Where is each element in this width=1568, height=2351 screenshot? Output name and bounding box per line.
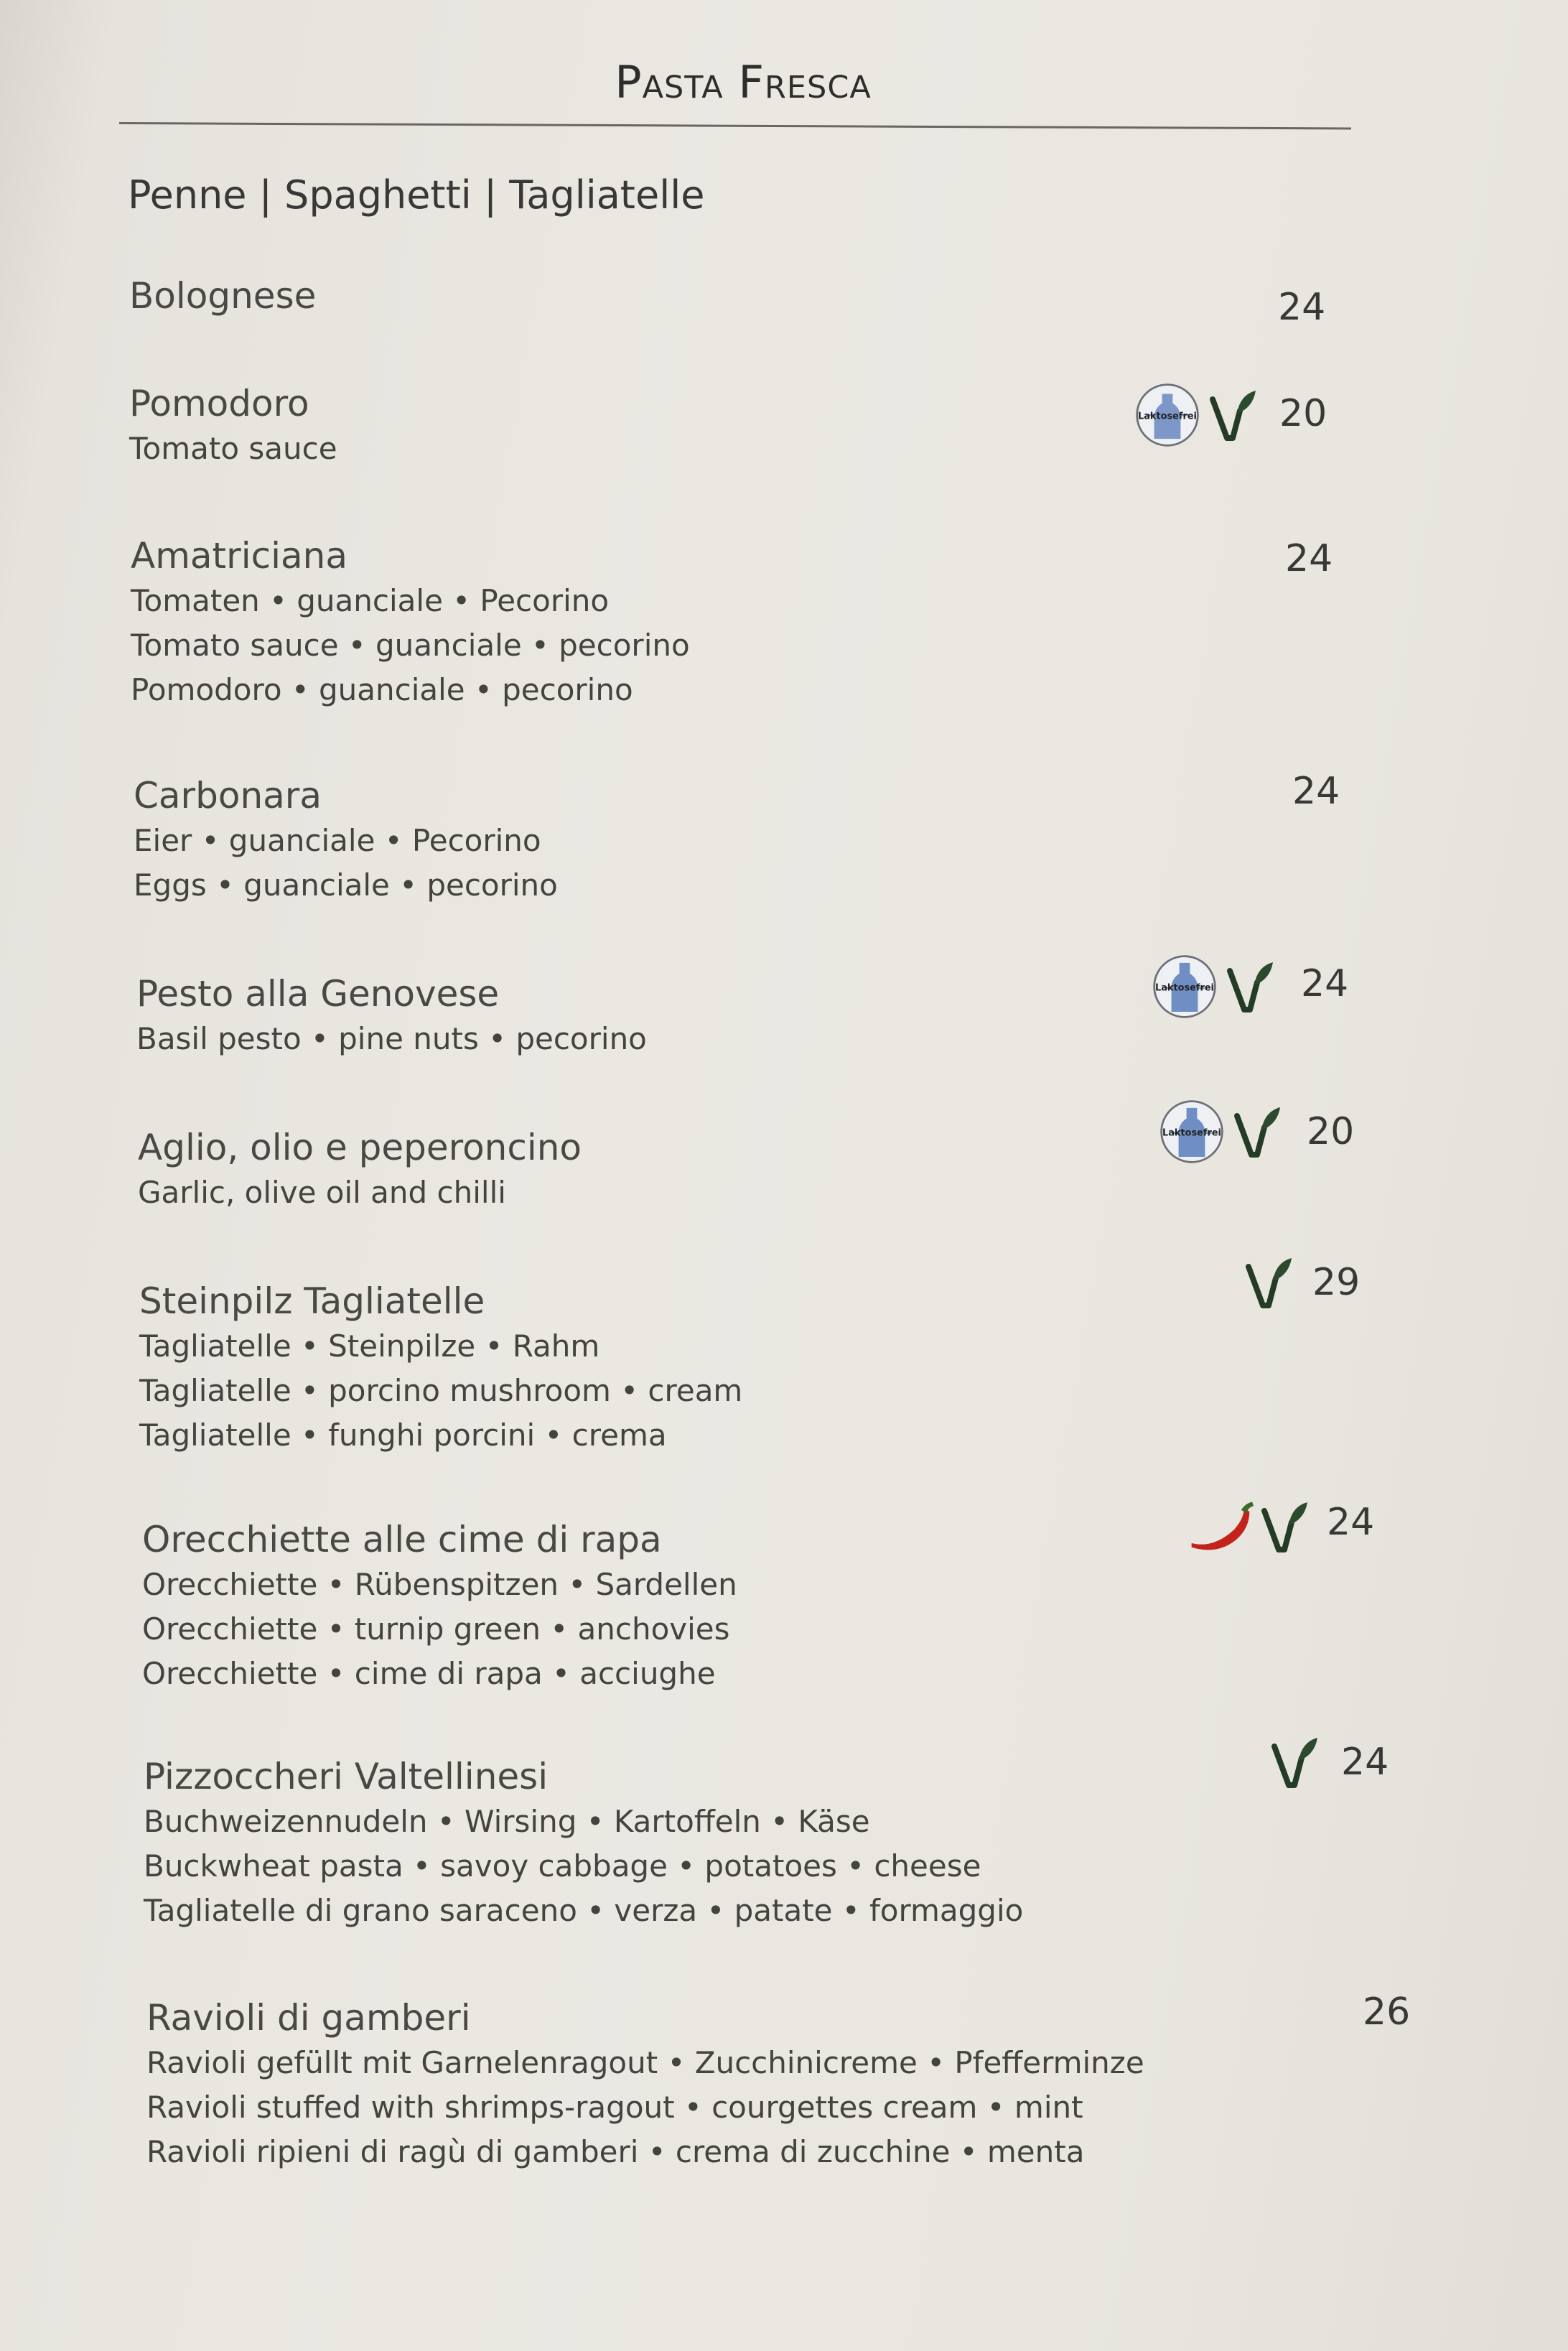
svg-text:Laktosefrei: Laktosefrei bbox=[1138, 411, 1197, 422]
item-name: Carbonara bbox=[134, 775, 322, 816]
chili-pepper-icon bbox=[1186, 1498, 1255, 1555]
item-description: Basil pesto • pine nuts • pecorino bbox=[136, 1021, 647, 1056]
item-description: Orecchiette • Rübenspitzen • Sardellen bbox=[142, 1567, 737, 1602]
svg-text:Laktosefrei: Laktosefrei bbox=[1162, 1127, 1221, 1139]
item-price: 20 bbox=[1279, 392, 1327, 435]
item-name: Aglio, olio e peperoncino bbox=[138, 1127, 582, 1168]
item-name: Pomodoro bbox=[129, 383, 309, 424]
item-icons bbox=[1152, 954, 1277, 1020]
item-description: Tomato sauce • guanciale • pecorino bbox=[131, 628, 690, 663]
item-icons bbox=[1159, 1099, 1284, 1165]
lactose-free-icon bbox=[1159, 1099, 1225, 1165]
item-price: 24 bbox=[1278, 286, 1326, 329]
vegetarian-leaf-icon bbox=[1232, 1103, 1284, 1160]
item-price: 20 bbox=[1307, 1110, 1355, 1153]
item-price: 24 bbox=[1327, 1501, 1375, 1544]
section-title: Pasta Fresca bbox=[615, 56, 872, 108]
pasta-types-subtitle: Penne | Spaghetti | Tagliatelle bbox=[128, 172, 705, 218]
item-description: Buchweizennudeln • Wirsing • Kartoffeln • Käse bbox=[144, 1804, 870, 1839]
item-description: Ravioli stuffed with shrimps-ragout • courgettes cream • mint bbox=[146, 2090, 1083, 2125]
vegetarian-leaf-icon bbox=[1269, 1733, 1321, 1791]
item-icons bbox=[1269, 1733, 1321, 1791]
vegetarian-leaf-icon bbox=[1225, 958, 1277, 1015]
item-name: Pesto alla Genovese bbox=[136, 973, 500, 1015]
item-price: 24 bbox=[1301, 962, 1349, 1005]
item-description: Ravioli ripieni di ragù di gamberi • crema di zucchine • menta bbox=[146, 2134, 1085, 2169]
menu-item-pizzoccheri bbox=[144, 1754, 1436, 1933]
vegetarian-leaf-icon bbox=[1208, 386, 1259, 444]
lactose-free-icon bbox=[1152, 954, 1218, 1020]
item-name: Bolognese bbox=[129, 275, 317, 317]
item-description: Orecchiette • turnip green • anchovies bbox=[142, 1611, 730, 1647]
item-description: Garlic, olive oil and chilli bbox=[138, 1175, 506, 1210]
vegetarian-leaf-icon bbox=[1243, 1254, 1295, 1311]
item-description: Tagliatelle di grano saraceno • verza • patate • formaggio bbox=[144, 1893, 1024, 1928]
item-description: Tagliatelle • porcino mushroom • cream bbox=[139, 1373, 743, 1408]
item-name: Ravioli di gamberi bbox=[146, 1997, 471, 2039]
item-price: 26 bbox=[1363, 1991, 1411, 2034]
item-description: Pomodoro • guanciale • pecorino bbox=[131, 672, 633, 707]
menu-item-amatriciana bbox=[131, 533, 1423, 712]
menu-item-bolognese bbox=[129, 273, 1422, 319]
item-description: Ravioli gefüllt mit Garnelenragout • Zucchinicreme • Pfefferminze bbox=[146, 2045, 1144, 2080]
item-name: Orecchiette alle cime di rapa bbox=[142, 1519, 662, 1560]
item-name: Steinpilz Tagliatelle bbox=[139, 1280, 485, 1322]
item-icons bbox=[1186, 1498, 1311, 1555]
item-price: 24 bbox=[1292, 770, 1340, 813]
title-divider bbox=[119, 122, 1351, 129]
item-icons bbox=[1243, 1254, 1295, 1311]
item-description: Buckwheat pasta • savoy cabbage • potatoes • cheese bbox=[144, 1848, 981, 1884]
lactose-free-icon bbox=[1134, 382, 1200, 448]
item-description: Tomaten • guanciale • Pecorino bbox=[131, 583, 610, 618]
item-price: 24 bbox=[1341, 1741, 1389, 1784]
menu-item-ravioli-gamberi bbox=[146, 1995, 1439, 2174]
item-price: 24 bbox=[1285, 537, 1333, 580]
item-description: Eggs • guanciale • pecorino bbox=[134, 867, 558, 903]
item-name: Pizzoccheri Valtellinesi bbox=[144, 1756, 549, 1797]
item-description: Orecchiette • cime di rapa • acciughe bbox=[142, 1656, 716, 1691]
item-name: Amatriciana bbox=[131, 535, 347, 577]
item-description: Eier • guanciale • Pecorino bbox=[134, 823, 541, 858]
item-description: Tagliatelle • Steinpilze • Rahm bbox=[139, 1328, 600, 1364]
item-icons bbox=[1134, 382, 1259, 448]
item-description: Tagliatelle • funghi porcini • crema bbox=[139, 1417, 667, 1453]
item-description: Tomato sauce bbox=[129, 431, 337, 466]
vegetarian-leaf-icon bbox=[1259, 1498, 1311, 1555]
item-price: 29 bbox=[1312, 1261, 1361, 1304]
menu-item-carbonara bbox=[134, 773, 1426, 908]
svg-text:Laktosefrei: Laktosefrei bbox=[1155, 982, 1214, 994]
menu-item-steinpilz-tagliatelle bbox=[139, 1278, 1432, 1458]
